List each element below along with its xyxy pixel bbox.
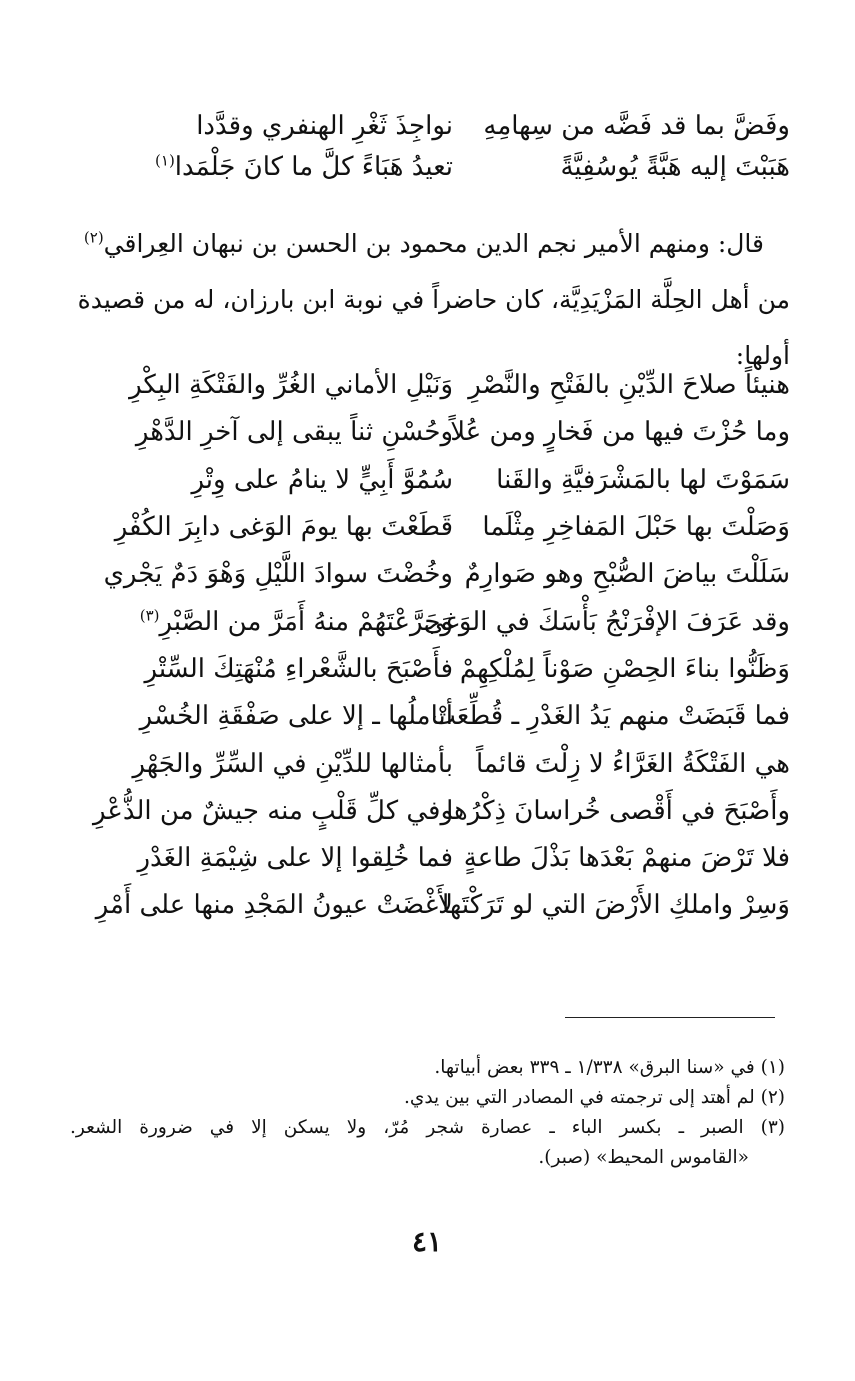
verse-second-hemistich: [90, 106, 453, 147]
footnote-3: (٣) الصبر ـ بكسر الباء ـ عصارة شجر مُرّ، ولا يسكن إلا في ضرورة الشعر.: [70, 1117, 785, 1138]
intro-paragraph: [77, 216, 790, 384]
verse-first-hemistich: وَصَلْتَ بها حَبْلَ المَفاخِرِ مِثْلَما: [482, 512, 790, 543]
verse-first-hemistich: وما حُزْتَ فيها من فَخارٍ ومن عُلاً: [450, 417, 790, 448]
verse-second-hemistich: لأَغْضَتْ عيونُ المَجْدِ منها على أَمْرِ: [95, 890, 453, 921]
verse: [90, 788, 790, 835]
verse: [90, 693, 790, 740]
verse-first-hemistich: وأَصْبَحَ في أَقْصى خُراسانَ ذِكْرُها: [446, 795, 790, 826]
intro-text: قال: ومنهم الأمير نجم الدين محمود بن الحسن بن نبهان العِراقي: [103, 229, 764, 258]
hemistich-text: نواجِذَ ثَغْرِ الهنفري وقدَّدا: [196, 111, 453, 141]
footnote-separator: [565, 1017, 775, 1018]
verse-second-hemistich: فأَصْبَحَ بالشَّعْراءِ مُنْهَتِكَ السِّتْرِ: [144, 653, 453, 684]
main-poem: [90, 362, 790, 930]
verse-second-hemistich: قَطَعْتَ بها يومَ الوَغى دابِرَ الكُفْرِ: [114, 512, 453, 543]
verse-second-hemistich: سُمُوَّ أَبِيٍّ لا ينامُ على وِتْرِ: [191, 464, 453, 495]
verse-first-hemistich: فلا تَرْضَ منهمْ بَعْدَها بَذْلَ طاعةٍ: [463, 843, 790, 874]
hemistich-text: تعيدُ هَبَاءً كلَّ ما كانَ جَلْمَدا: [174, 152, 453, 182]
verse-first-hemistich: هنيئاً صلاحَ الدِّيْنِ بالفَتْحِ والنَّصْرِ: [468, 370, 790, 401]
intro-line: من أهل الحِلَّة المَزْيَدِيَّة، كان حاضراً في نوبة ابن بارزان، له من قصيدة: [77, 285, 790, 314]
verse-first-hemistich: وقد عَرَفَ الإفْرَنْجُ بَأْسَكَ في الوَغى: [423, 606, 790, 637]
verse-second-hemistich: [90, 147, 453, 188]
footnote-marker: (٣): [139, 605, 160, 624]
verse: [90, 740, 790, 787]
verse: [90, 409, 790, 456]
verse: [90, 646, 790, 693]
verse: [90, 835, 790, 882]
verse-first-hemistich: وَسِرْ واملكِ الأَرْضَ التي لو تَرَكْتَها: [441, 890, 790, 921]
page-number: ٤١: [411, 1225, 443, 1258]
footnote-marker: (٢): [83, 228, 104, 247]
footnotes: [70, 1053, 785, 1173]
footnote-2: (٢) لم أهتد إلى ترجمته في المصادر التي بين يدي.: [403, 1087, 785, 1108]
verse-first-hemistich: سَلَلْتَ بياضَ الصُّبْحِ وهو صَوارِمٌ: [464, 559, 790, 590]
verse: [90, 882, 790, 929]
verse-first-hemistich: وَظَنُّوا بناءَ الحِصْنِ صَوْناً لِمُلْكِهِمْ: [459, 653, 790, 684]
verse: [90, 504, 790, 551]
verse-first-hemistich: سَمَوْتَ لها بالمَشْرَفيَّةِ والقَنا: [496, 464, 790, 495]
verse-first-hemistich: فما قَبَضَتْ منهم يَدُ الغَدْرِ ـ قُطِّعَتْ: [431, 701, 790, 732]
verse-second-hemistich: وفي كلِّ قَلْبٍ منه جيشٌ من الذُّعْرِ: [92, 795, 453, 826]
verse-first-hemistich: وفَضَّ بما قد فَضَّه من سِهامِهِ: [483, 111, 790, 141]
verse-second-hemistich: [90, 599, 453, 646]
top-poem: [90, 106, 790, 188]
verse-second-hemistich: أناملُها ـ إلا على صَفْقَةِ الخُسْرِ: [139, 701, 453, 732]
verse-second-hemistich: وخُضْتَ سوادَ اللَّيْلِ وَهْوَ دَمٌ يَجْري: [103, 559, 453, 590]
footnote-1: (١) في «سنا البرق» ١/٣٣٨ ـ ٣٣٩ بعض أبياتها.: [434, 1057, 785, 1078]
verse: [90, 147, 790, 188]
intro-line: أولها:: [735, 341, 790, 370]
verse: [90, 106, 790, 147]
verse-second-hemistich: وحُسْنِ ثناً يبقى إلى آخرِ الدَّهْرِ: [135, 417, 453, 448]
footnote-3-continuation: «القاموس المحيط» (صبر).: [538, 1147, 749, 1168]
verse-second-hemistich: بأمثالها للدِّيْنِ في السِّرِّ والجَهْرِ: [132, 748, 453, 779]
verse: [90, 551, 790, 598]
verse: [90, 362, 790, 409]
verse-first-hemistich: هَبَبْتَ إليه هَبَّةً يُوسُفِيَّةً: [560, 152, 790, 182]
verse: [90, 598, 790, 645]
hemistich-text: وَجَرَّعْتَهُمْ منهُ أَمَرَّ من الصَّبْرِ: [159, 606, 453, 637]
intro-line: [83, 216, 790, 272]
verse-first-hemistich: هي الفَتْكَةُ الغَرَّاءُ لا زِلْتَ قائماً: [475, 748, 790, 779]
verse-second-hemistich: فما خُلِقوا إلا على شِيْمَةِ الغَدْرِ: [137, 843, 453, 874]
verse: [90, 457, 790, 504]
verse-second-hemistich: وَنَيْلِ الأماني الغُرِّ والفَتْكَةِ البِكْرِ: [129, 370, 453, 401]
footnote-marker: (١): [155, 151, 175, 170]
